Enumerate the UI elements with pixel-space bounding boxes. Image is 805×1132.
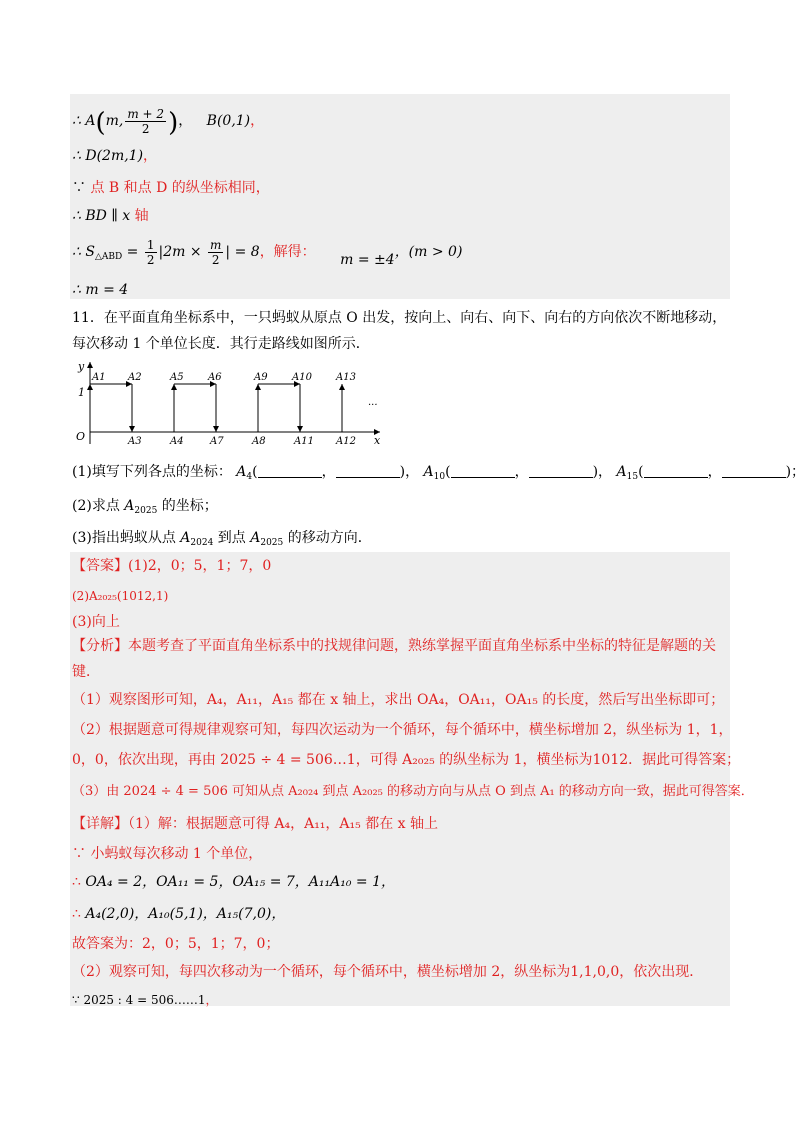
point-label: A10 (292, 372, 312, 383)
detail-line-2: ∵ 小蚂蚁每次移动 1 个单位， (72, 846, 263, 862)
detail-line-6: （2）观察可知，每四次移动为一个循环，每个循环中，横坐标增加 2，纵坐标为1,1,0,0，依次出现． (72, 964, 704, 980)
answer-line-2: (2)A₂₀₂₅(1012,1) (72, 589, 169, 603)
detail-line-4: ∴ A₄(2,0)，A₁₀(5,1)，A₁₅(7,0)， (72, 906, 286, 922)
y-axis-label: y (78, 360, 85, 373)
line-coords-d: ∴ D(2m,1)， (72, 148, 158, 164)
analysis-line-3: （1）观察图形可知，A₄，A₁₁，A₁₅ 都在 x 轴上，求出 OA₄，OA₁₁，OA₁₅ 的长度，然后写出坐标即可； (72, 692, 725, 708)
analysis-line-1: 【分析】本题考查了平面直角坐标系中的找规律问题，熟练掌握平面直角坐标系中坐标的特征是解题的关 (72, 638, 716, 654)
point-label: A11 (294, 436, 314, 447)
tick-one-label: 1 (78, 386, 85, 399)
answer-blank[interactable] (644, 463, 708, 478)
line-m-value: ∴ m = 4 (72, 282, 129, 298)
point-labels-bottom (127, 436, 356, 447)
point-label: A13 (336, 372, 356, 383)
detail-line-7: ∵ 2025 : 4 = 506……1， (72, 993, 218, 1007)
point-label: A2 (128, 372, 142, 383)
fraction: $\frac{m + 2}{2}$ (127, 106, 165, 136)
point-label: A3 (128, 436, 142, 447)
answer-blank[interactable] (529, 463, 593, 478)
line-area-equation: ∴ $S_{\triangle ABD}$ = $\frac{1}{2}$ |2m × $\frac{m}{2}$ | = 8，解得： m = ±4，(m > 0) (72, 237, 463, 268)
analysis-line-6: （3）由 2024 ÷ 4 = 506 可知从点 A₂₀₂₄ 到点 A₂₀₂₅ 的移动方向与从点 O 到点 A₁ 的移动方向一致，据此可得答案． (72, 784, 754, 799)
question-text-line-2: 每次移动 1 个单位长度．其行走路线如图所示． (72, 336, 370, 352)
origin-label: O (76, 430, 86, 443)
answer-line-3: (3)向上 (72, 614, 120, 630)
answer-blank[interactable] (336, 463, 400, 478)
analysis-line-5: 0，0，依次出现，再由 2025 ÷ 4 = 506…1，可得 A₂₀₂₅ 的纵坐标为 1，横坐标为1012．据此可得答案； (72, 752, 741, 768)
point-label: A5 (170, 372, 184, 383)
point-label: A1 (92, 372, 106, 383)
point-label: A12 (336, 436, 356, 447)
line-parallel: ∴ BD ∥ x 轴 (72, 208, 149, 224)
answer-blank[interactable] (722, 463, 786, 478)
point-labels-top (91, 372, 356, 383)
ant-path-figure (70, 356, 410, 448)
point-label: A8 (252, 436, 266, 447)
detail-line-1: 【详解】（1）解：根据题意可得 A₄，A₁₁，A₁₅ 都在 x 轴上 (72, 816, 438, 832)
subquestion-1: (1)填写下列各点的坐标： $A_4$( ， )， $A_{10}$( ， )， $A_{15}$( ， )； (72, 464, 805, 482)
point-label: A6 (208, 372, 222, 383)
detail-line-5: 故答案为：2，0；5，1；7，0； (72, 936, 280, 952)
detail-line-3: ∴ OA₄ = 2，OA₁₁ = 5，OA₁₅ = 7，A₁₁A₁₀ = 1， (72, 874, 396, 890)
subquestion-3: (3)指出蚂蚁从点 $A_{2024}$ 到点 $A_{2025}$ 的移动方向． (72, 530, 372, 548)
question-text-line-1: 11．在平面直角坐标系中，一只蚂蚁从原点 O 出发，按向上、向右、向下、向右的方向依次不断地移动， (72, 310, 727, 326)
line-coords-a-b: ∴ A(m, $\frac{m + 2}{2}$ )， B(0,1)， (72, 106, 265, 138)
ant-path (90, 384, 342, 432)
analysis-line-4: （2）根据题意可得规律观察可知，每四次运动为一个循环，每个循环中，横坐标增加 2，纵坐标为 1，1， (72, 722, 733, 738)
point-label: A7 (210, 436, 224, 447)
line-same-ordinate: ∵ 点 B 和点 D 的纵坐标相同， (72, 180, 270, 196)
figure-ellipsis: ··· (368, 400, 378, 411)
subquestion-2: (2)求点 $A_{2025}$ 的坐标； (72, 498, 218, 516)
answer-line-1: 【答案】(1)2，0；5，1；7，0 (72, 558, 272, 574)
x-axis-label: x (374, 434, 381, 447)
answer-blank[interactable] (258, 463, 322, 478)
answer-blank[interactable] (451, 463, 515, 478)
point-label: A4 (170, 436, 184, 447)
point-label: A9 (254, 372, 268, 383)
analysis-line-2: 键． (72, 664, 100, 680)
